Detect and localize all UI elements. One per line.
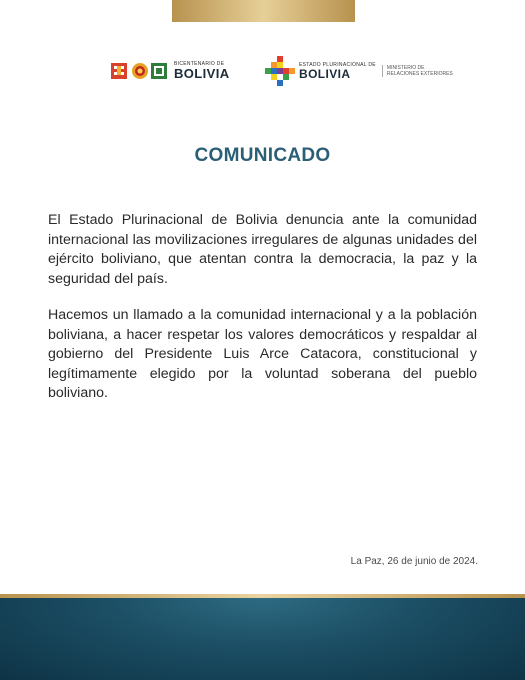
cancilleria-small-text: ESTADO PLURINACIONAL DE (299, 61, 376, 68)
document-date: La Paz, 26 de junio de 2024. (350, 556, 478, 567)
ministry-line-1: MINISTERIO DE (386, 65, 425, 71)
sun-mark-icon (131, 62, 149, 80)
paragraph-llamado: Hacemos un llamado a la comunidad internacional y a la población boliviana, a hacer respetar los valores democráticos y respaldar al gobierno del Presidente Luis Arce Catacora, constitucional y legítimamente elegido por la voluntad soberana del pueblo boliviano. (48, 307, 477, 401)
paragraph-denuncia: El Estado Plurinacional de Bolivia denuncia ante la comunidad internacional las movilizaciones irregulares de algunas unidades del ejército boliviano, que atentan contra la democracia, la paz y la seguridad del país. (48, 212, 477, 287)
andean-mark-icon (151, 62, 169, 80)
page-title: COMUNICADO (194, 145, 331, 166)
bicentenario-small-text: BICENTENARIO DE (174, 61, 225, 67)
cancilleria-logo (265, 55, 453, 87)
ministry-line-2: RELACIONES EXTERIORES (386, 71, 453, 77)
cancilleria-brand-text: BOLIVIA (299, 66, 351, 81)
bicentenario-brand-text: BOLIVIA (174, 66, 230, 81)
bicentenario-mark-icon (111, 62, 129, 80)
footer-band (0, 598, 525, 680)
bicentenario-logo (111, 60, 230, 82)
top-gold-bar (172, 0, 355, 22)
wiphala-icon (265, 56, 295, 86)
ministry-label (382, 65, 453, 77)
